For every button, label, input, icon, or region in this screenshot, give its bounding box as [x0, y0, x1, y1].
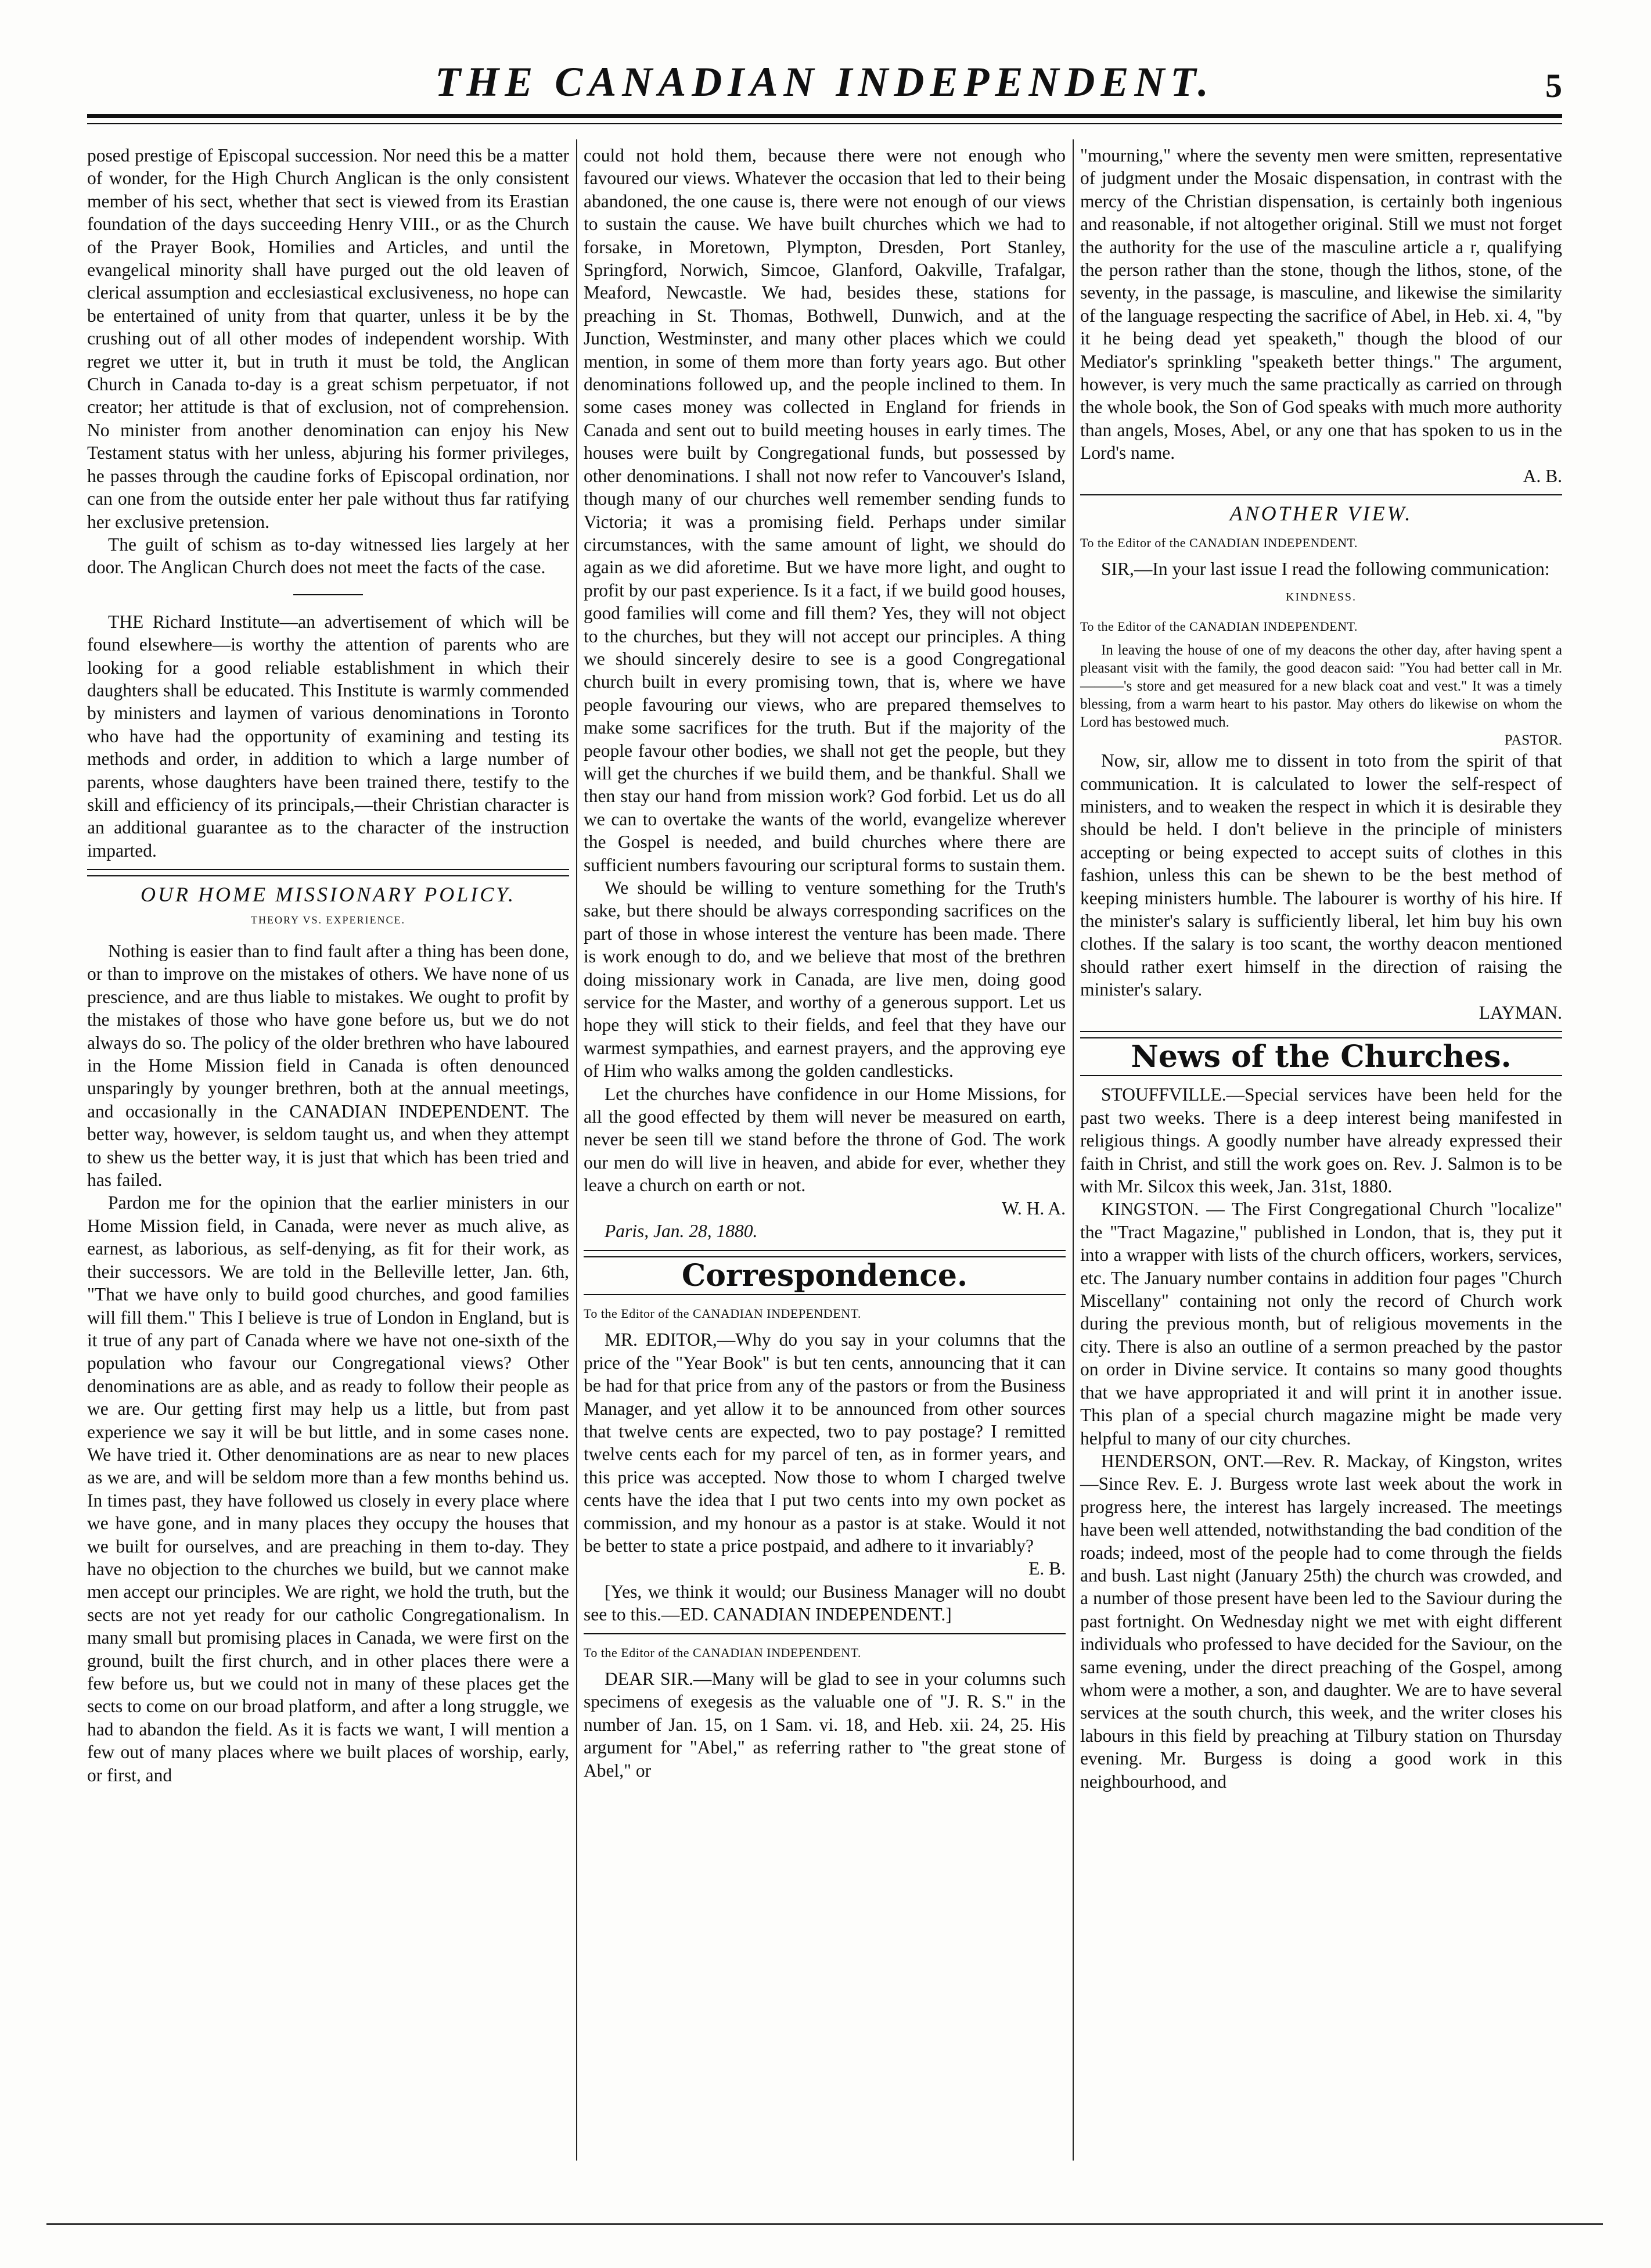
section-divider [1080, 1031, 1562, 1038]
news-paragraph: HENDERSON, ONT.—Rev. R. Mackay, of Kingston, writes—Since Rev. E. J. Burgess wrote last week about the work in progress here, the interest has largely increased. The meetings have been well attended, notwithstanding the bad condition of the roads; indeed, most of the people had to come through the fields and bush. Last night (January 25th) the church was crowded, and a number of those present have been led to the Saviour during the past fortnight. On Wednesday night we met with eight different individuals who professed to have decided for the Saviour, on the same evening, under the direct preaching of the Gospel, among whom were a mother, a son, and daughter. We are to have several services at the south church, this week, and the writer closes his labours in this field by preaching at Tilbury station on Thursday evening. Mr. Burgess is doing a good work in this neighbourhood, and [1080, 1450, 1562, 1792]
signature: PASTOR. [1504, 732, 1562, 749]
column-2 [584, 144, 1066, 1782]
letter-address: To the Editor of the CANADIAN INDEPENDENT. [584, 1306, 861, 1321]
section-heading: OUR HOME MISSIONARY POLICY. [140, 883, 516, 907]
letter-paragraph: "mourning," where the seventy men were smitten, representative of judgment under the Mosaic dispensation, in contrast with the mercy of the Christian dispensation, is certainly both ingenious and reasonable, if not altogether original. Still we must not forget the authority for the use of the masculine article a r, qualifying the person rather than the stone, though the lithos, stone, of the seventy, in the passage, is masculine, and likewise the similarity of the language respecting the sacrifice of Abel, in Heb. xi. 4, "by it he being dead yet speaketh," though the blood of our Mediator's sprinkling "speaketh better things." The argument, however, is very much the same practically as carried on through the whole book, the Son of God speaks with much more authority than angels, Moses, Abel, or any one that has spoken to us in the Lord's name. [1080, 145, 1562, 463]
section-subheading: THEORY VS. EXPERIENCE. [250, 914, 405, 926]
section-divider [584, 1294, 1066, 1295]
letter-paragraph: DEAR SIR.—Many will be glad to see in your columns such specimens of exegesis as the valuable one of "J. R. S." in the number of Jan. 15, on 1 Sam. vi. 18, and Heb. xii. 24, 25. His argument for "Abel," as referring rather to "the great stone of Abel," or [584, 1669, 1066, 1781]
masthead [87, 58, 1562, 122]
letter-address: To the Editor of the CANADIAN INDEPENDENT. [1080, 619, 1358, 634]
signature: W. H. A. [1002, 1198, 1066, 1219]
section-heading: ANOTHER VIEW. [1229, 502, 1413, 526]
signature: A. B. [1523, 465, 1562, 486]
section-heading: Correspondence. [681, 1257, 968, 1293]
bottom-rule [46, 2223, 1603, 2225]
section-divider [1080, 494, 1562, 495]
article-paragraph: We should be willing to venture something for the Truth's sake, but there should be always corresponding sacrifices on the part of those in whose interest the venture has been made. There is work enough to do, and we believe that most of the brethren doing missionary work in Canada, are live men, doing good service for the Master, and worthy of a generous support. Let us hope they will stick to their fields, and feel that they have our warmest sympathies, and earnest prayers, and the approving eye of Him who walks among the golden candlesticks. [584, 878, 1066, 1081]
column-3 [1080, 144, 1562, 1793]
quoted-paragraph: In leaving the house of one of my deacons the other day, after having spent a pleasant visit with the family, the good deacon said: "You had better call in Mr. ———'s store and get measured for a new black coat and vest." It was a timely blessing, from a warm heart to his pastor. May others do likewise on whom the Lord has bestowed much. [1080, 642, 1562, 731]
article-paragraph: Nothing is easier than to find fault after a thing has been done, or than to improve on the mistakes of others. We have none of us prescience, and are thus liable to mistakes. We ought to profit by the mistakes of those who have gone before us, but we do not always do so. The policy of the older brethren who have laboured in the Home Mission field in Canada is often denounced unsparingly by younger brethren, both at the annual meetings, and occasionally in the CANADIAN INDEPENDENT. The better way, however, is seldom taught us, and when they attempt to shew us the better way, it is just that which has been tried and has failed. [87, 941, 569, 1191]
letter-address: To the Editor of the CANADIAN INDEPENDENT. [584, 1645, 861, 1660]
dateline: Paris, Jan. 28, 1880. [605, 1221, 758, 1242]
masthead-rule [87, 114, 1562, 118]
article-paragraph: Let the churches have confidence in our Home Missions, for all the good effected by them will never be measured on earth, never be seen till we stand before the throne of God. The work our men do will live in heaven, and abide for ever, whether they leave a church on earth or not. [584, 1083, 1066, 1196]
masthead-rule-thin [87, 123, 1562, 124]
article-paragraph: Pardon me for the opinion that the earlier ministers in our Home Mission field, in Canada, were never as much alive, as earnest, as laborious, as self-denying, as fit for their work, as their successors. We are told in the Belleville letter, Jan. 6th, "That we have only to build good churches, and good families will fill them." This I believe is true of London in England, but is it true of any part of Canada where we have not one-sixth of the population who favour our Congregational views? Other denominations are as able, and as ready to follow their people as we are. Our getting first may help us a little, but from past experience we say it will be but little, and in some cases none. We have tried it. Other denominations are as near to new places as we are, and will be seldom more than a few months behind us. In times past, they have followed us closely in every place where we have gone, and in many places they occupy the houses that we built for ourselves, and are preaching in them to-day. They have no objection to the churches we build, but we cannot make men accept our principles. We are right, we hold the truth, but the sects are not yet ready for our catholic Congregationalism. In many small but promising places in Canada, we were first on the ground, built the first church, and in other places there were a few before us, but we could not in many of these places get the sects to come on our broad platform, and after a long struggle, we had to abandon the field. As it is facts we want, I will mention a few out of many places where we built places of worship, early, or first, and [87, 1192, 569, 1785]
column-1 [87, 144, 569, 1787]
page-number: 5 [1545, 67, 1562, 105]
column-divider [576, 139, 577, 2161]
section-divider [584, 1250, 1066, 1257]
section-divider [293, 594, 363, 595]
section-divider [1080, 1075, 1562, 1076]
section-divider [87, 869, 569, 876]
signature: E. B. [1028, 1558, 1066, 1579]
article-paragraph: posed prestige of Episcopal succession. Nor need this be a matter of wonder, for the High Church Anglican is the only consistent member of his sect, whether that sect is viewed from its Erastian foundation of the days succeeding Henry VIII., or as the Church of the Prayer Book, Homilies and Articles, and until the evangelical minority shall have purged out the old leaven of clerical assumption and ecclesiastical exclusiveness, no hope can be entertained of unity from that quarter, unless it be by the crushing out of all other modes of independent worship. With regret we utter it, but in truth it must be told, the Anglican Church in Canada to-day is a great schism perpetuator, if not creator; her attitude is that of exclusion, not of comprehension. No minister from another denomination can enjoy his New Testament status with her unless, abjuring his former privileges, he passes through the caudine forks of Episcopal ordination, nor can one from the outside enter her pale without thus far ratifying her exclusive pretension. [87, 145, 569, 532]
section-heading: News of the Churches. [1131, 1039, 1512, 1074]
article-paragraph: The guilt of schism as to-day witnessed lies largely at her door. The Anglican Church does not meet the facts of the case. [87, 534, 569, 578]
quoted-heading: KINDNESS. [1286, 591, 1357, 604]
news-paragraph: KINGSTON. — The First Congregational Church "localize" the "Tract Magazine," published in London, that is, they put it into a wrapper with lists of the church officers, workers, services, etc. The January number contains in addition four pages "Church Miscellany" containing not only the record of Church work during the previous month, but of religious movements in the city. There is also an outline of a sermon preached by the pastor on order in Divine service. It contains so many good thoughts that we have appropriated it and will print it in another issue. This plan of a special church magazine might be made very helpful to many of our city churches. [1080, 1199, 1562, 1448]
editor-note: [Yes, we think it would; our Business Manager will no doubt see to this.—ED. CANADIAN INDEPENDENT.] [584, 1581, 1066, 1625]
letter-paragraph: SIR,—In your last issue I read the following communication: [1101, 558, 1550, 579]
column-divider [1073, 139, 1074, 2161]
signature: LAYMAN. [1479, 1002, 1562, 1023]
letter-paragraph: MR. EDITOR,—Why do you say in your columns that the price of the "Year Book" is but ten cents, announcing that it can be had for that price from any of the pastors or from the Business Manager, and yet allow it to be announced from other sources that twelve cents are expected, two to pay postage? I remitted twelve cents each for my parcel of ten, as in former years, and this price was accepted. Now those to whom I charged twelve cents have the idea that I put two cents into my own pocket as commission, and my honour as a pastor is at stake. Would it not be better to state a price postpaid, and adhere to it invariably? [584, 1329, 1066, 1556]
letter-address: To the Editor of the CANADIAN INDEPENDENT. [1080, 535, 1358, 550]
newspaper-title: THE CANADIAN INDEPENDENT. [435, 59, 1214, 105]
article-paragraph: THE Richard Institute—an advertisement of which will be found elsewhere—is worthy the attention of parents who are looking for a good reliable establishment in which their daughters shall be educated. This Institute is warmly commended by ministers and laymen of various denominations in Toronto who have had the opportunity of examining and testing its methods and order, in addition to which a large number of parents, whose daughters have been trained there, testify to the skill and efficiency of its principals,—their Christian character is an additional guarantee as to the character of the instruction imparted. [87, 611, 569, 861]
letter-paragraph: Now, sir, allow me to dissent in toto from the spirit of that communication. It is calculated to lower the self-respect of ministers, and to weaken the respect in which it is desirable they should be held. I don't believe in the principle of ministers accepting or being expected to accept suits of clothes in this fashion, unless this can be shewn to be the best method of keeping ministers humble. The labourer is worthy of his hire. If the minister's salary is sufficiently liberal, let him buy his own clothes. If the salary is too scant, the worthy deacon mentioned should rather exert himself in the direction of raising the minister's salary. [1080, 750, 1562, 1000]
news-paragraph: STOUFFVILLE.—Special services have been held for the past two weeks. There is a deep interest being manifested in religious things. A goodly number have already expressed their faith in Christ, and still the work goes on. Rev. J. Salmon is to be with Mr. Silcox this week, Jan. 31st, 1880. [1080, 1084, 1562, 1197]
section-divider [584, 1633, 1066, 1634]
article-paragraph: could not hold them, because there were not enough who favoured our views. Whatever the occasion that led to their being abandoned, the one cause is, there were not enough of our views to sustain the cause. We have built churches which we had to forsake, in Moretown, Plympton, Dresden, Port Stanley, Springford, Norwich, Simcoe, Glanford, Oakville, Trafalgar, Meaford, Newcastle. We had, besides these, stations for preaching in St. Thomas, Bothwell, Dunwich, and at the Junction, Westminster, and many other places which we could mention, in some of them more than forty years ago. But other denominations followed up, and the people inclined to them. In some cases money was collected in England for friends in Canada and sent out to build meeting houses in early times. The houses were built by Congregational funds, but possessed by other denominations. I shall not now refer to Vancouver's Island, though many of our churches well remember sending funds to Victoria; it was a promising field. Perhaps under similar circumstances, with the same amount of light, we should do again as we did aforetime. But we have more light, and ought to profit by our past experience. Is it a fact, if we build good houses, good families will come and fill them? Yes, they will not object to the churches, but they will not accept our principles. A thing we should sincerely desire to see is a good Congregational church built in every promising town, that is, where we have people favouring our views, who are prepared themselves to make some sacrifices for the truth. But if the majority of the people favour other bodies, we shall not get the people, but they will get the churches if we build them, and be thankful. Shall we then stay our hand from mission work? God forbid. Let us do all we can to overtake the wants of the world, evangelize wherever the Gospel is needed, and build churches where there are sufficient numbers favouring our scriptural forms to sustain them. [584, 145, 1066, 875]
